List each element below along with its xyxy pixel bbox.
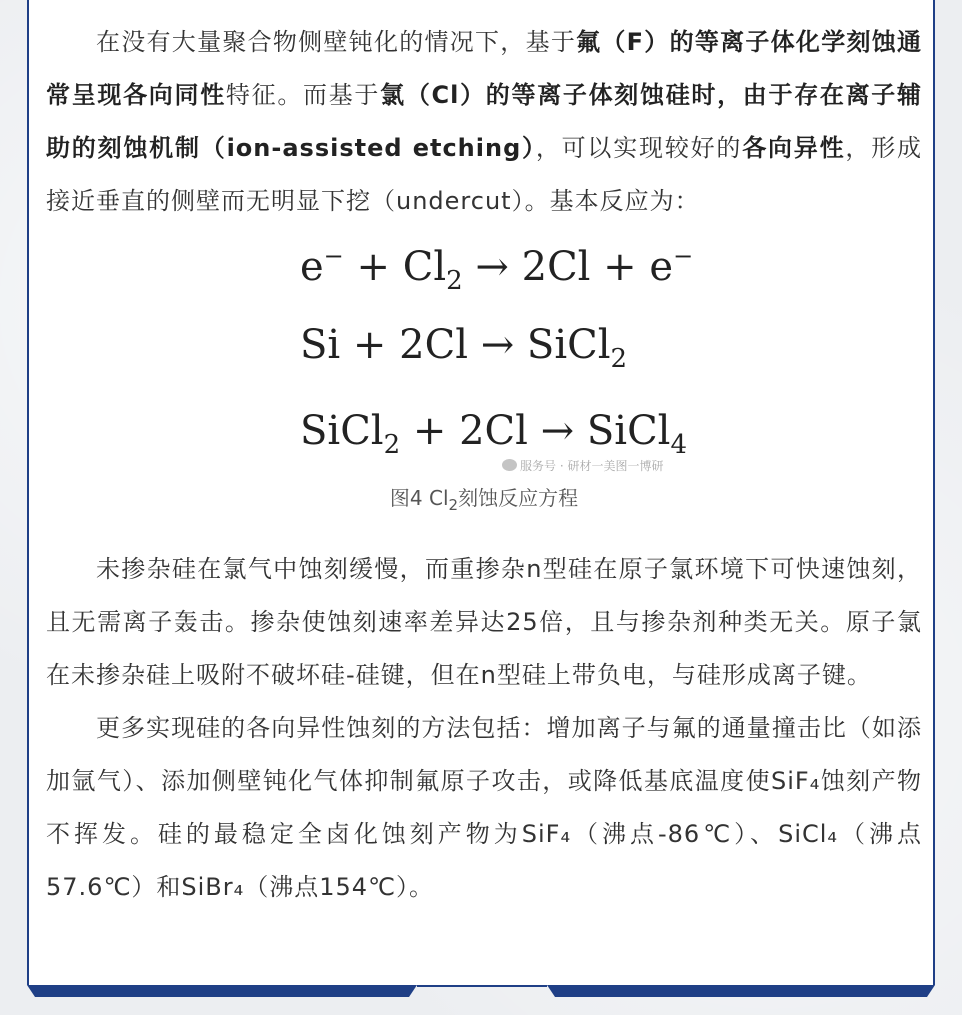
text-segment: 在没有大量聚合物侧壁钝化的情况下，基于 [96, 28, 577, 56]
reaction-equations-figure [46, 228, 922, 493]
bold-segment: 氯（Cl）的等离子体刻蚀硅时，由于存在离子辅助的刻蚀机制（ion-assisted etching） [46, 81, 923, 162]
paragraph-etching-mechanism [46, 16, 922, 228]
article-content [46, 16, 922, 914]
text-segment: ，形成接近垂直的侧壁而无明显下挖（undercut）。基本反应为： [46, 134, 922, 215]
bold-segment: 氟（F）的等离子体化学刻蚀通常呈现各向同性 [46, 28, 922, 109]
bold-segment: 各向异性 [742, 134, 846, 162]
footer-band-right [547, 985, 935, 997]
wechat-icon [502, 459, 517, 471]
equation-silicon-tetrachloride: SiCl$_2$ + 2Cl → SiCl$_4$ [300, 408, 688, 460]
article-card [27, 0, 935, 985]
paragraph-anisotropic-methods: 更多实现硅的各向异性蚀刻的方法包括：增加离子与氟的通量撞击比（如添加氩气）、添加侧壁钝化气体抑制氟原子攻击，或降低基底温度使SiF₄蚀刻产物不挥发。硅的最稳定全卤化蚀刻产物为SiF₄（沸点-86℃）、SiCl₄（沸点57.6℃）和SiBr₄（沸点154℃）。 [46, 714, 922, 901]
watermark: 服务号 · 研材一美图一博研 [502, 457, 663, 474]
footer-decoration [27, 985, 935, 999]
equation-electron-chlorine: $e^- + Cl_2 \to 2Cl + e^-$ [300, 242, 694, 296]
text-segment: ，可以实现较好的 [535, 134, 743, 162]
equation-silicon-dichloride: Si + 2Cl → SiCl$_2$ [300, 322, 628, 374]
figure-caption: 图4 $Cl_2$刻蚀反应方程 [389, 486, 579, 514]
text-segment: 特征。而基于 [225, 81, 381, 109]
footer-band-left [27, 985, 417, 997]
paragraph-doped-silicon: 未掺杂硅在氯气中蚀刻缓慢，而重掺杂n型硅在原子氯环境下可快速蚀刻，且无需离子轰击。掺杂使蚀刻速率差异达25倍，且与掺杂剂种类无关。原子氯在未掺杂硅上吸附不破坏硅-硅键，但在n型硅上带负电，与硅形成离子键。 [46, 555, 922, 689]
